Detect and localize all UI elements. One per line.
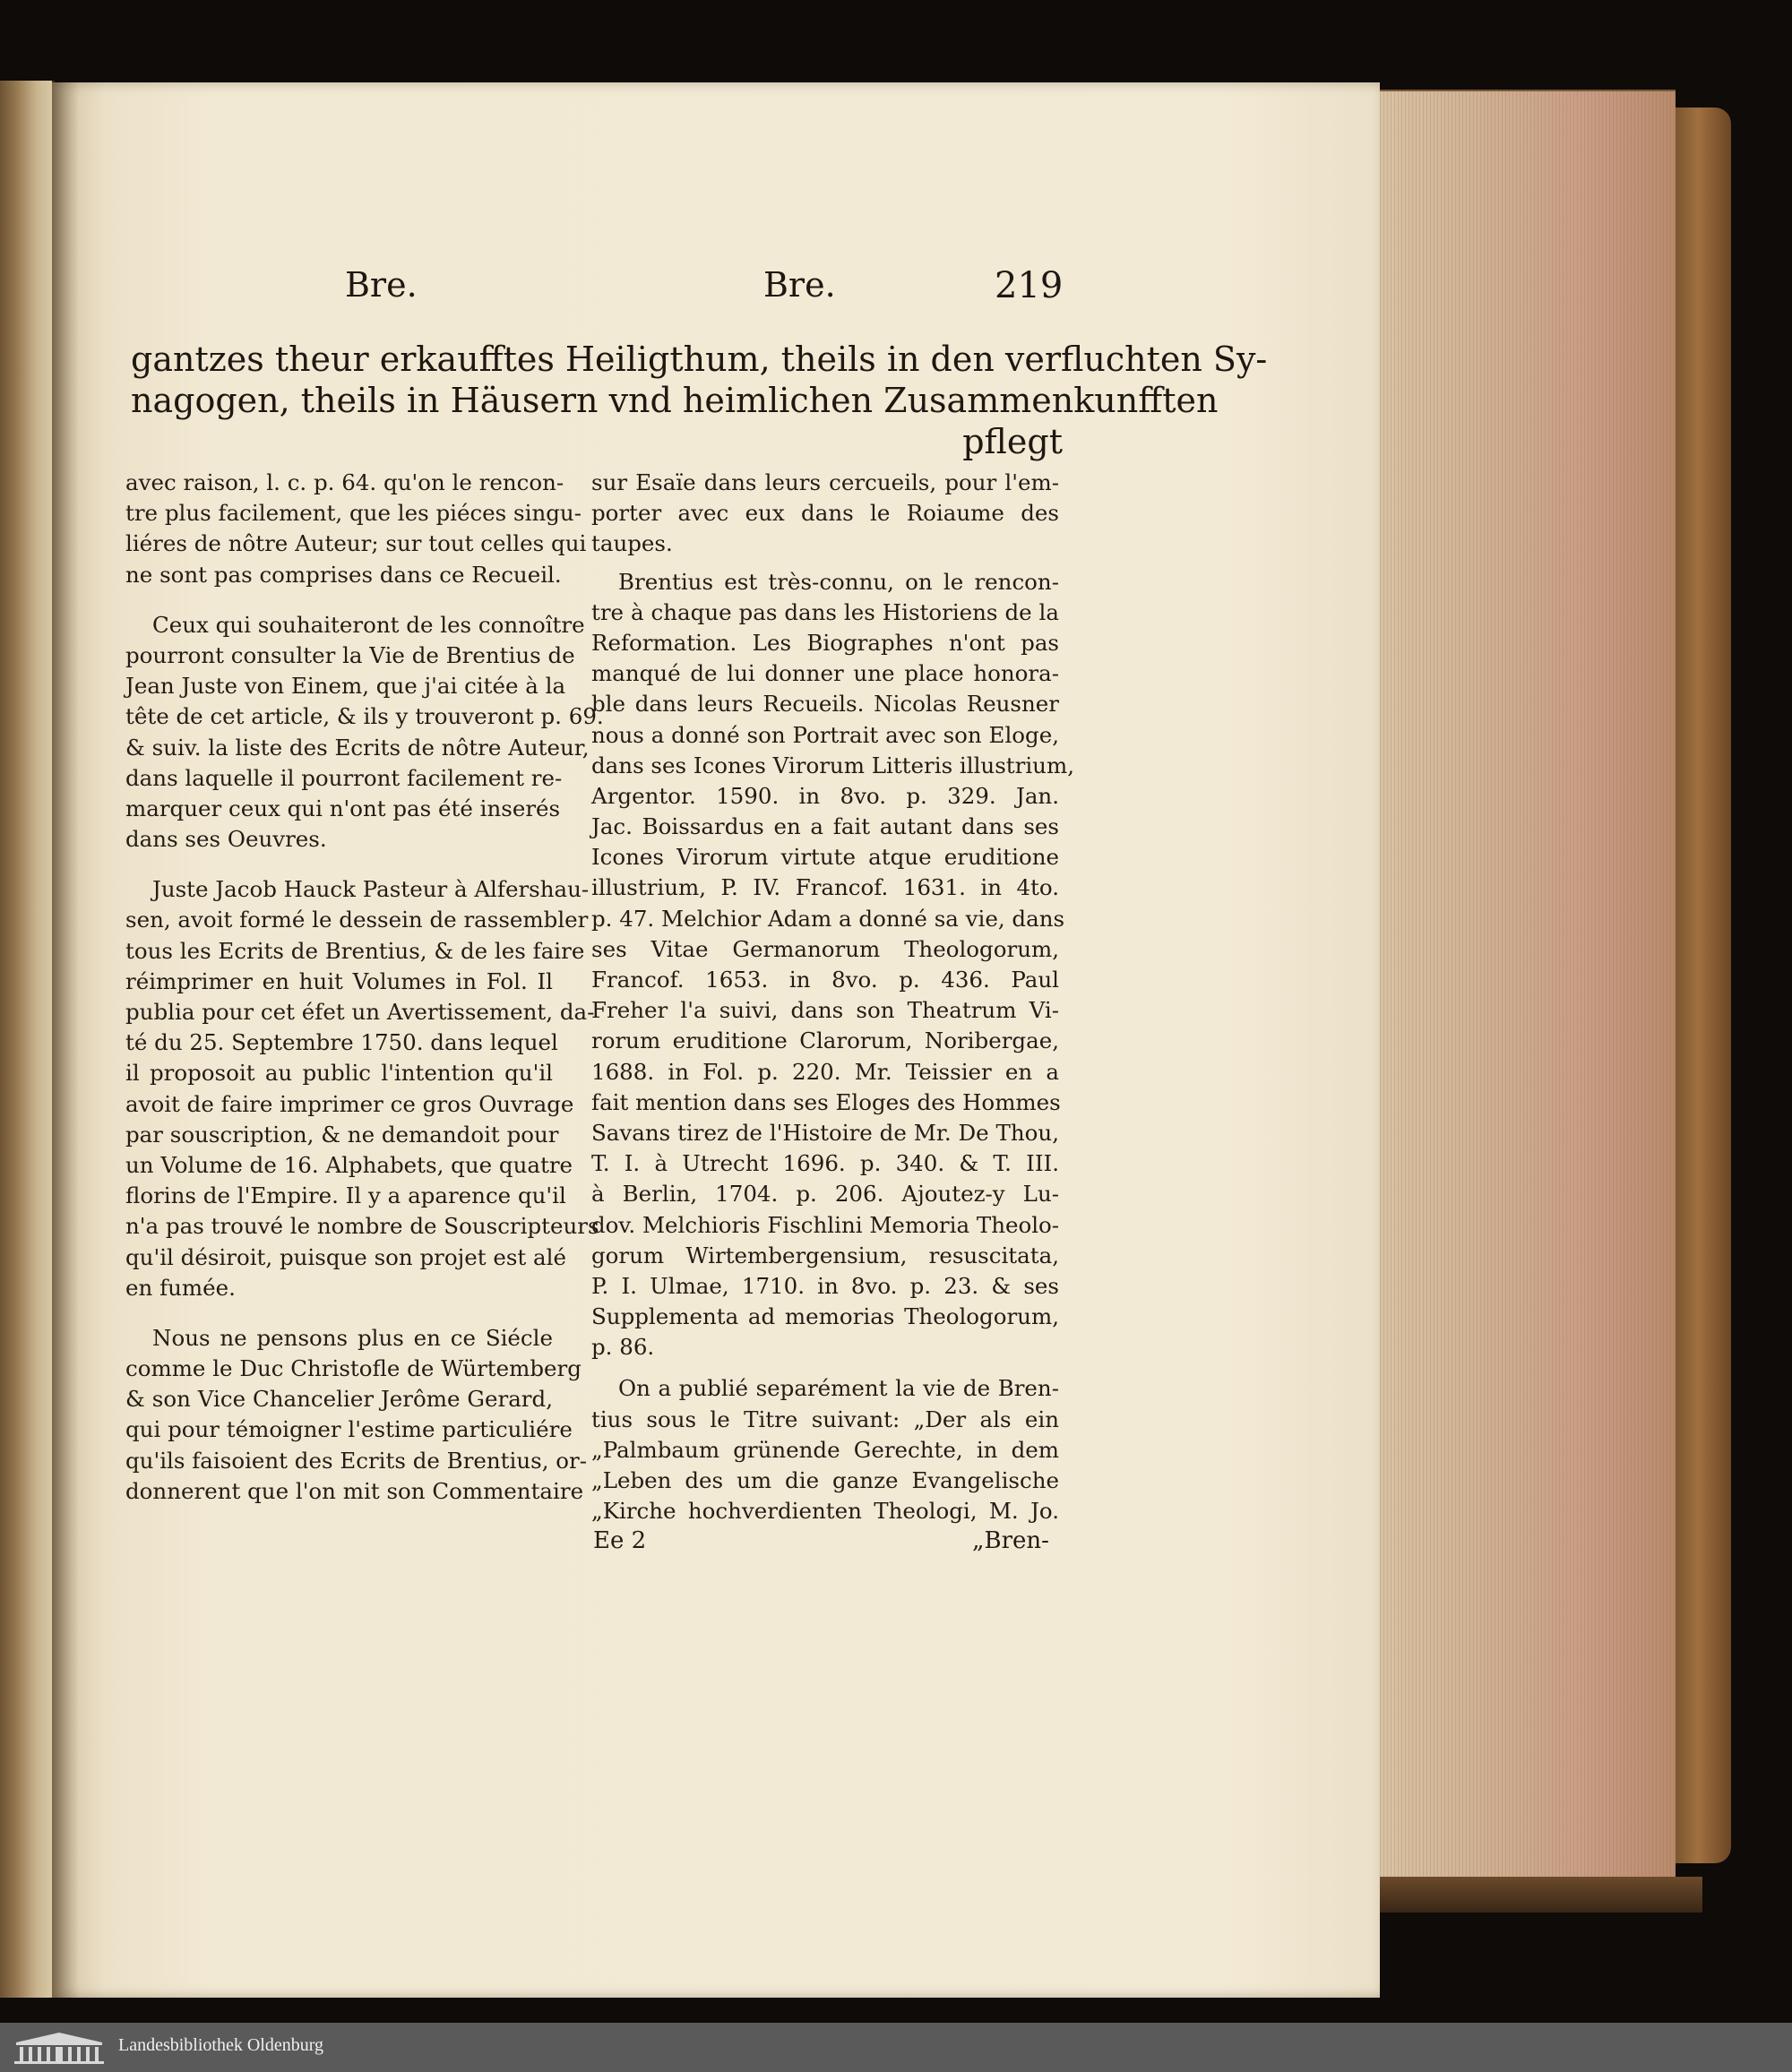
text-line: marquer ceux qui n'ont pas été inserés: [125, 795, 561, 821]
text-line: Nous ne pensons plus en ce Siécle: [152, 1324, 553, 1351]
text-line: tre à chaque pas dans les Historiens de la: [591, 598, 1059, 625]
text-line: rorum eruditione Clarorum, Noribergae,: [591, 1027, 1059, 1054]
text-line: 1688. in Fol. p. 220. Mr. Teissier en a: [591, 1058, 1059, 1085]
text-line: dans ses Icones Virorum Litteris illustrium,: [591, 752, 1074, 778]
text-line: „Leben des um die ganze Evangelische: [591, 1467, 1059, 1493]
text-line: T. I. à Utrecht 1696. p. 340. & T. III.: [591, 1150, 1059, 1177]
library-name: Landesbibliothek Oldenburg: [118, 2035, 324, 2055]
text-line: Icones Virorum virtute atque eruditione: [591, 844, 1059, 871]
text-line: „Kirche hochverdienten Theologi, M. Jo.: [591, 1498, 1059, 1525]
text-line: p. 47. Melchior Adam a donné sa vie, dans: [591, 905, 1065, 932]
paragraph: [591, 1373, 1059, 1526]
book-cover-bottom: [1380, 1877, 1702, 1913]
paragraph: [591, 567, 1074, 1363]
paragraph: [125, 1323, 588, 1507]
text-line: avec raison, l. c. p. 64. qu'on le rencon-: [125, 469, 564, 495]
text-line: Ceux qui souhaiteront de les connoître: [152, 611, 585, 638]
text-line: ble dans leurs Recueils. Nicolas Reusner: [591, 691, 1059, 718]
text-line: manqué de lui donner une place honora-: [591, 660, 1059, 687]
page-edges-stack: [1380, 90, 1676, 1879]
full-line: nagogen, theils in Häusern vnd heimlichen Zusammenkunfften: [131, 381, 1219, 420]
text-line: dans ses Oeuvres.: [125, 826, 327, 853]
paragraph: [125, 610, 604, 855]
text-line: ses Vitae Germanorum Theologorum,: [591, 935, 1059, 962]
running-head-center: Bre.: [763, 265, 836, 305]
text-line: illustrium, P. IV. Francof. 1631. in 4to.: [591, 874, 1059, 901]
text-line: Juste Jacob Hauck Pasteur à Alfershau-: [152, 876, 590, 903]
library-building-icon: [9, 2030, 109, 2066]
gutter-shadow: [52, 82, 79, 1998]
text-line: à Berlin, 1704. p. 206. Ajoutez-y Lu-: [591, 1181, 1059, 1208]
text-line: avoit de faire imprimer ce gros Ouvrage: [125, 1090, 574, 1117]
text-line: qu'il désiroit, puisque son projet est alé: [125, 1243, 566, 1270]
text-line: en fumée.: [125, 1274, 236, 1301]
text-line: „Palmbaum grünende Gerechte, in dem: [591, 1436, 1059, 1463]
text-line: tius sous le Titre suivant: „Der als ein: [591, 1406, 1059, 1432]
full-line: gantzes theur erkaufftes Heiligthum, theils in den verfluchten Sy-: [131, 340, 1268, 379]
text-line: Reformation. Les Biographes n'ont pas: [591, 629, 1059, 656]
text-line: n'a pas trouvé le nombre de Souscripteurs: [125, 1213, 599, 1240]
text-line: gorum Wirtembergensium, resuscitata,: [591, 1242, 1059, 1268]
paragraph: [125, 874, 599, 1303]
text-line: P. I. Ulmae, 1710. in 8vo. p. 23. & ses: [591, 1272, 1059, 1299]
text-line: qu'ils faisoient des Ecrits de Brentius, or-: [125, 1447, 588, 1474]
text-line: ne sont pas comprises dans ce Recueil.: [125, 561, 562, 588]
paragraph: [125, 468, 587, 590]
book-cover-edge: [1676, 107, 1731, 1863]
text-line: tre plus facilement, que les piéces singu-: [125, 500, 582, 527]
left-page-edge: [0, 81, 55, 1998]
text-line: un Volume de 16. Alphabets, que quatre: [125, 1151, 573, 1178]
footer-bar: [0, 2023, 1792, 2072]
text-line: sen, avoit formé le dessein de rassembler: [125, 907, 589, 933]
text-line: Argentor. 1590. in 8vo. p. 329. Jan.: [591, 782, 1059, 809]
text-line: donnerent que l'on mit son Commentaire: [125, 1477, 584, 1504]
text-line: Jac. Boissardus en a fait autant dans ses: [591, 813, 1059, 840]
text-line: Freher l'a suivi, dans son Theatrum Vi-: [591, 997, 1059, 1024]
text-line: qui pour témoigner l'estime particuliére: [125, 1416, 573, 1443]
full-line: pflegt: [962, 422, 1063, 461]
left-column: [125, 468, 604, 1507]
catchword: „Bren-: [972, 1527, 1049, 1554]
printer-signature: Ee 2: [593, 1527, 647, 1554]
text-line: Supplementa ad memorias Theologorum,: [591, 1303, 1059, 1330]
text-line: & son Vice Chancelier Jerôme Gerard,: [125, 1386, 553, 1413]
text-line: taupes.: [591, 530, 673, 557]
paragraph: [591, 468, 1059, 560]
page-number: 219: [995, 265, 1064, 306]
text-line: porter avec eux dans le Roiaume des: [591, 500, 1059, 527]
text-line: comme le Duc Christofle de Würtemberg: [125, 1355, 582, 1382]
text-line: On a publié separément la vie de Bren-: [618, 1375, 1059, 1402]
right-column: [591, 468, 1074, 1526]
full-width-block: [131, 339, 1268, 462]
text-line: té du 25. Septembre 1750. dans lequel: [125, 1029, 558, 1056]
text-line: fait mention dans ses Eloges des Hommes: [591, 1088, 1061, 1115]
text-line: il proposoit au public l'intention qu'il: [125, 1060, 553, 1087]
text-line: Brentius est très-connu, on le rencon-: [618, 568, 1059, 595]
text-line: liéres de nôtre Auteur; sur tout celles qui: [125, 530, 587, 557]
text-line: Francof. 1653. in 8vo. p. 436. Paul: [591, 967, 1059, 993]
text-line: sur Esaïe dans leurs cercueils, pour l'em-: [591, 469, 1059, 495]
text-line: par souscription, & ne demandoit pour: [125, 1121, 559, 1148]
text-line: publia pour cet éfet un Avertissement, da-: [125, 999, 595, 1025]
text-line: pourront consulter la Vie de Brentius de: [125, 641, 575, 668]
text-line: nous a donné son Portrait avec son Eloge,: [591, 721, 1059, 748]
text-line: florins de l'Empire. Il y a aparence qu'il: [125, 1182, 566, 1209]
running-head-left: Bre.: [345, 265, 418, 305]
text-line: tous les Ecrits de Brentius, & de les faire: [125, 937, 585, 964]
text-line: tête de cet article, & ils y trouveront p. 69.: [125, 703, 604, 730]
text-line: & suiv. la liste des Ecrits de nôtre Auteur,: [125, 734, 590, 761]
text-line: Jean Juste von Einem, que j'ai citée à la: [125, 673, 566, 700]
text-line: dans laquelle il pourront facilement re-: [125, 764, 563, 791]
text-line: Savans tirez de l'Histoire de Mr. De Thou,: [591, 1119, 1059, 1146]
text-line: dov. Melchioris Fischlini Memoria Theolo-: [591, 1211, 1060, 1238]
text-line: p. 86.: [591, 1334, 655, 1361]
text-line: réimprimer en huit Volumes in Fol. Il: [125, 967, 553, 994]
